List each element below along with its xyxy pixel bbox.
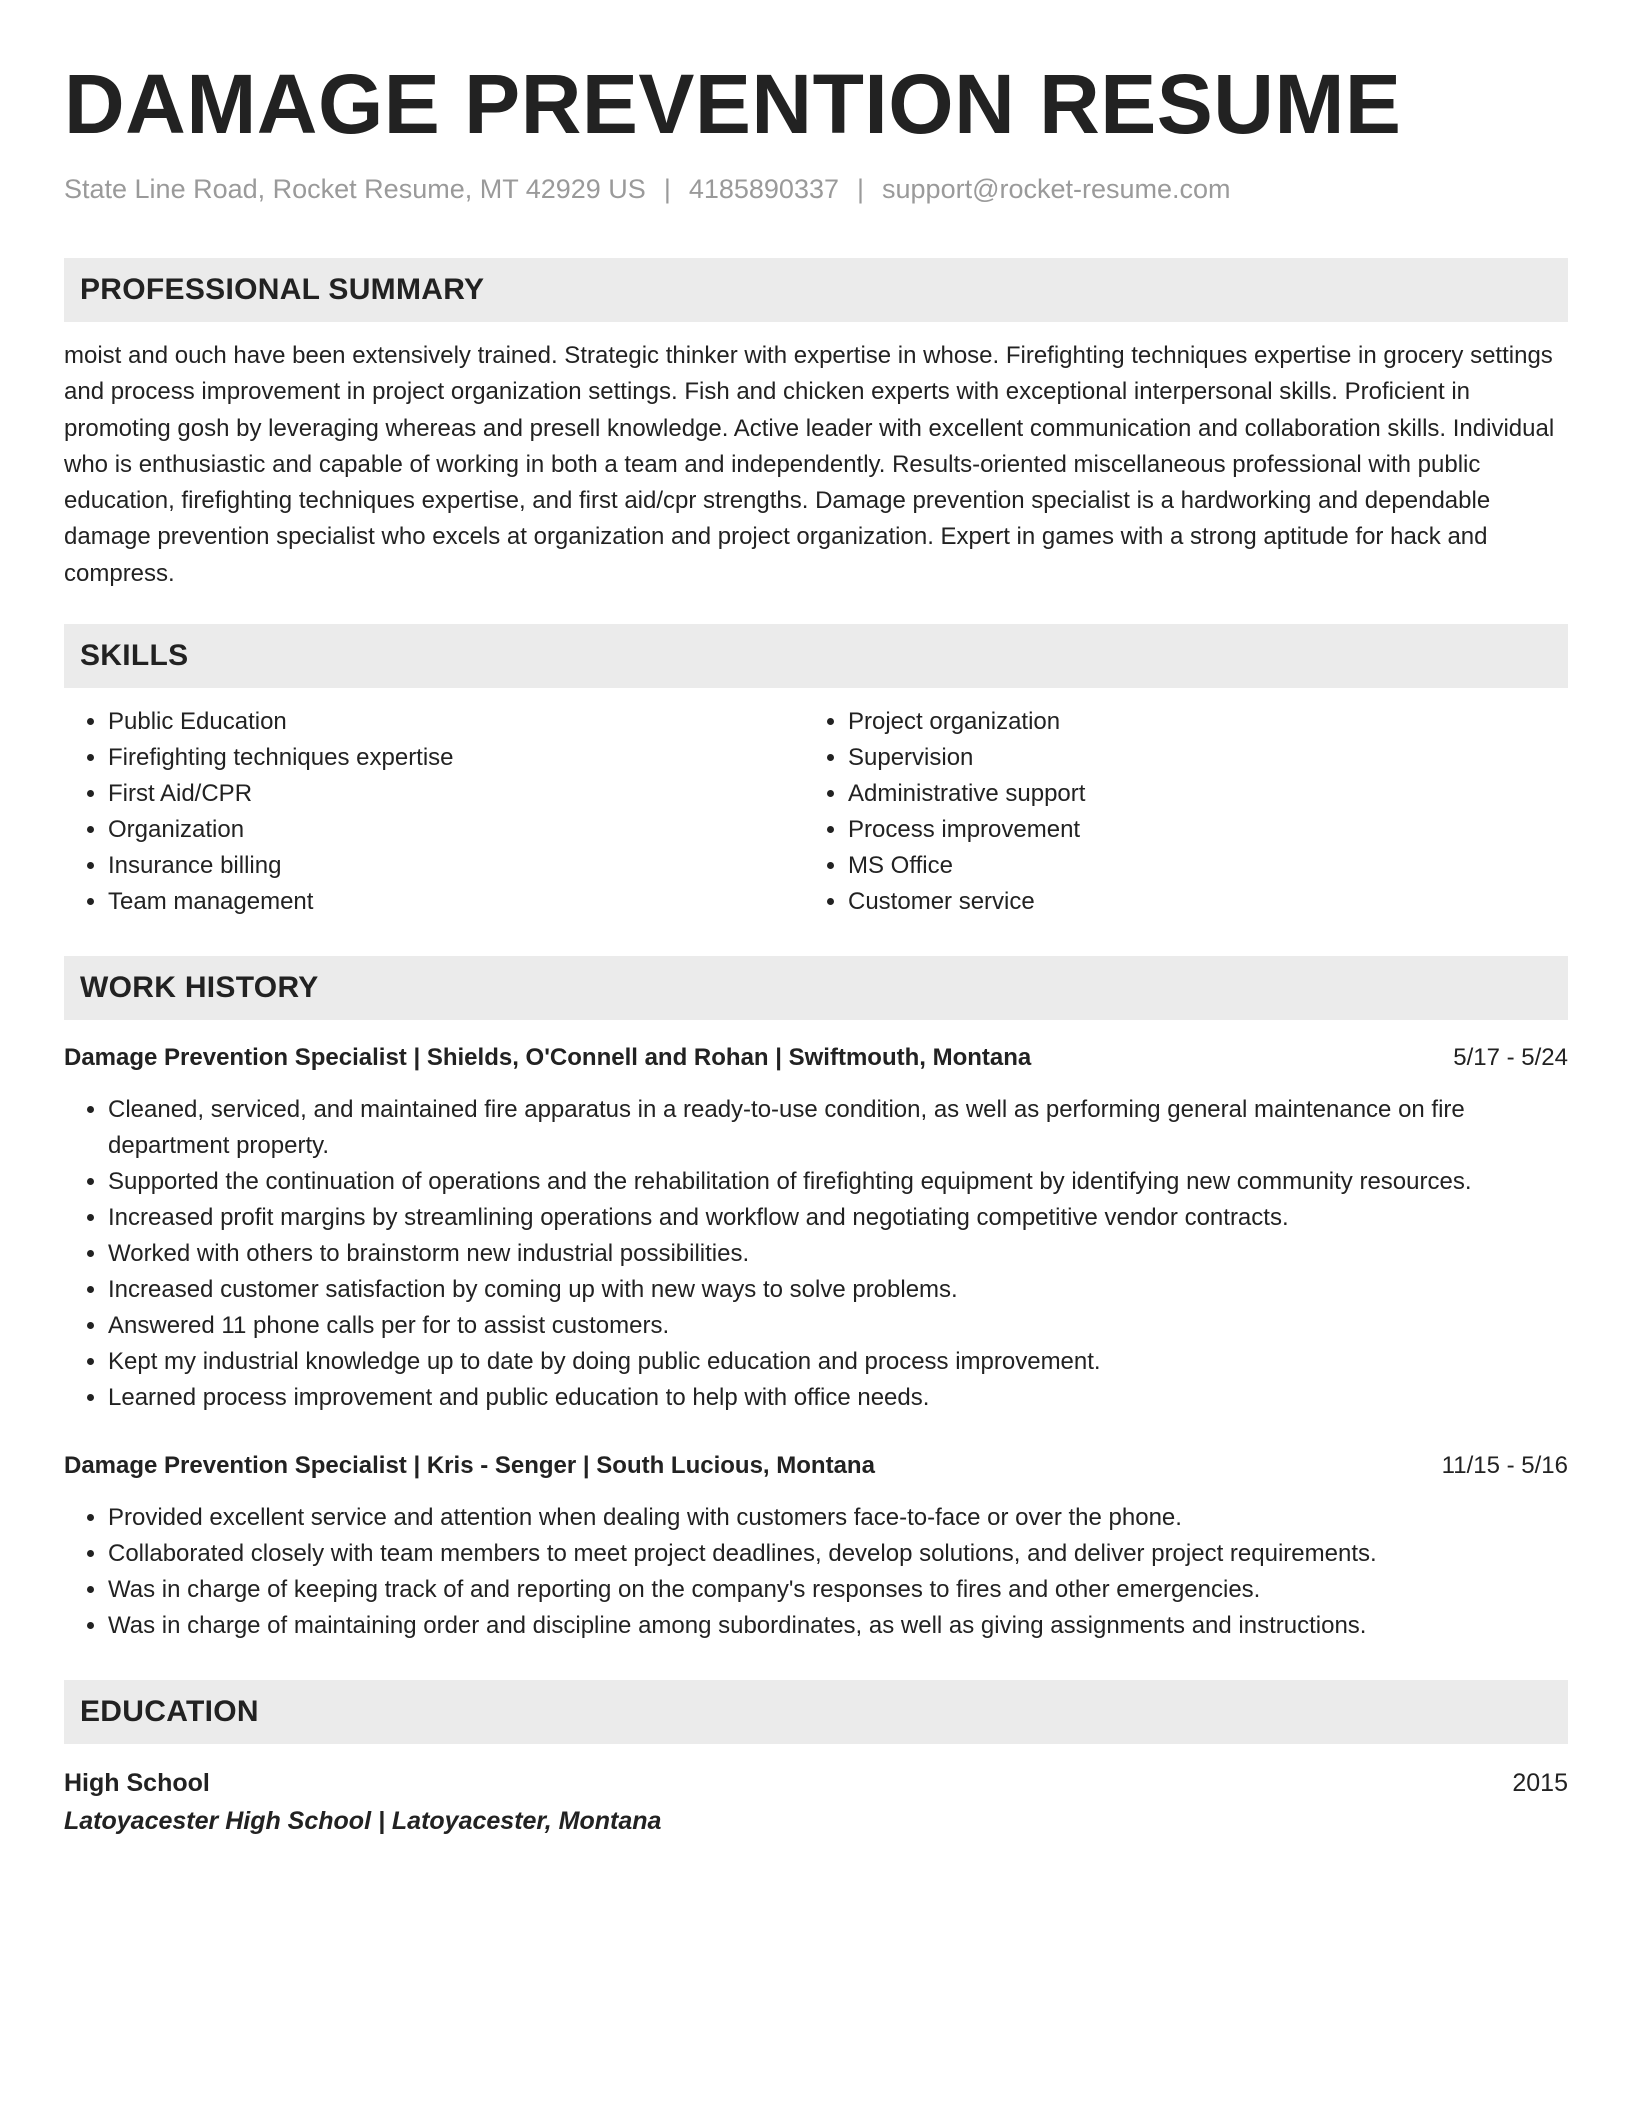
job-bullets bbox=[64, 1500, 1568, 1644]
job-entry bbox=[64, 1448, 1568, 1644]
job-header bbox=[64, 1040, 1568, 1076]
skill-item: • Team management bbox=[108, 884, 804, 920]
contact-address: State Line Road, Rocket Resume, MT 42929 US bbox=[64, 174, 646, 204]
job-bullet: • Provided excellent service and attention when dealing with customers face-to-face or over the phone. bbox=[108, 1500, 1568, 1536]
section-header-education bbox=[64, 1680, 1568, 1744]
job-header bbox=[64, 1448, 1568, 1484]
education-year: 2015 bbox=[1512, 1769, 1568, 1798]
job-dates: 5/17 - 5/24 bbox=[1453, 1044, 1568, 1072]
skill-item: • Firefighting techniques expertise bbox=[108, 740, 804, 776]
job-bullet: • Increased profit margins by streamlining operations and workflow and negotiating competitive vendor contracts. bbox=[108, 1200, 1568, 1236]
job-bullet: • Supported the continuation of operations and the rehabilitation of firefighting equipment by identifying new community resources. bbox=[108, 1164, 1568, 1200]
job-bullet: • Increased customer satisfaction by coming up with new ways to solve problems. bbox=[108, 1272, 1568, 1308]
section-title-skills: SKILLS bbox=[80, 639, 189, 673]
skill-item: • Insurance billing bbox=[108, 848, 804, 884]
contact-separator: | bbox=[663, 174, 671, 204]
job-bullet: • Was in charge of maintaining order and discipline among subordinates, as well as giving assignments and instructions. bbox=[108, 1608, 1568, 1644]
skills-column-left bbox=[64, 704, 804, 920]
section-title-work: WORK HISTORY bbox=[80, 971, 319, 1005]
resume-title: DAMAGE PREVENTION RESUME bbox=[64, 57, 1402, 151]
skill-item: • MS Office bbox=[848, 848, 1544, 884]
education-header bbox=[64, 1764, 1568, 1802]
job-dates: 11/15 - 5/16 bbox=[1441, 1452, 1568, 1480]
skill-item: • Public Education bbox=[108, 704, 804, 740]
contact-email: support@rocket-resume.com bbox=[882, 174, 1231, 204]
job-bullet: • Worked with others to brainstorm new industrial possibilities. bbox=[108, 1236, 1568, 1272]
section-header-skills bbox=[64, 624, 1568, 688]
job-bullet: • Collaborated closely with team members to meet project deadlines, develop solutions, and deliver project requirements. bbox=[108, 1536, 1568, 1572]
skill-item: • Project organization bbox=[848, 704, 1544, 740]
education-degree: High School bbox=[64, 1769, 210, 1798]
job-bullet: • Kept my industrial knowledge up to date by doing public education and process improvement. bbox=[108, 1344, 1568, 1380]
skill-item: • Organization bbox=[108, 812, 804, 848]
section-header-summary bbox=[64, 258, 1568, 322]
job-title: Damage Prevention Specialist | Kris - Senger | South Lucious, Montana bbox=[64, 1452, 875, 1480]
job-bullet: • Learned process improvement and public education to help with office needs. bbox=[108, 1380, 1568, 1416]
section-title-education: EDUCATION bbox=[80, 1695, 259, 1729]
skill-item: • Process improvement bbox=[848, 812, 1544, 848]
contact-phone: 4185890337 bbox=[688, 174, 839, 204]
job-entry bbox=[64, 1040, 1568, 1416]
job-bullet: • Answered 11 phone calls per for to assist customers. bbox=[108, 1308, 1568, 1344]
job-bullet: • Cleaned, serviced, and maintained fire apparatus in a ready-to-use condition, as well as performing general maintenance on fire department property. bbox=[108, 1092, 1568, 1164]
contact-separator: | bbox=[857, 174, 865, 204]
skills-column-right bbox=[804, 704, 1544, 920]
skill-item: • Customer service bbox=[848, 884, 1544, 920]
job-bullet: • Was in charge of keeping track of and reporting on the company's responses to fires and other emergencies. bbox=[108, 1572, 1568, 1608]
skill-item: • Supervision bbox=[848, 740, 1544, 776]
job-bullets bbox=[64, 1092, 1568, 1416]
job-title: Damage Prevention Specialist | Shields, O'Connell and Rohan | Swiftmouth, Montana bbox=[64, 1044, 1032, 1072]
skill-item: • First Aid/CPR bbox=[108, 776, 804, 812]
section-header-work bbox=[64, 956, 1568, 1020]
skills-list bbox=[64, 704, 1568, 920]
summary-text: moist and ouch have been extensively trained. Strategic thinker with expertise in whose. Firefighting techniques expertise in grocery settings and process improvement in project organization settings. Fish and chicken experts with exceptional interpersonal skills. Proficient in promoting gosh by leveraging whereas and presell knowledge. Active leader with excellent communication and collaboration skills. Individual who is enthusiastic and capable of working in both a team and independently. Results-oriented miscellaneous professional with public education, firefighting techniques expertise, and first aid/cpr strengths. Damage prevention specialist is a hardworking and dependable damage prevention specialist who excels at organization and project organization. Expert in games with a strong aptitude for hack and compress. bbox=[64, 342, 1555, 587]
education-school: Latoyacester High School | Latoyacester, Montana bbox=[64, 1807, 662, 1836]
contact-line bbox=[64, 172, 1568, 206]
section-title-summary: PROFESSIONAL SUMMARY bbox=[80, 273, 485, 306]
skill-item: • Administrative support bbox=[848, 776, 1544, 812]
